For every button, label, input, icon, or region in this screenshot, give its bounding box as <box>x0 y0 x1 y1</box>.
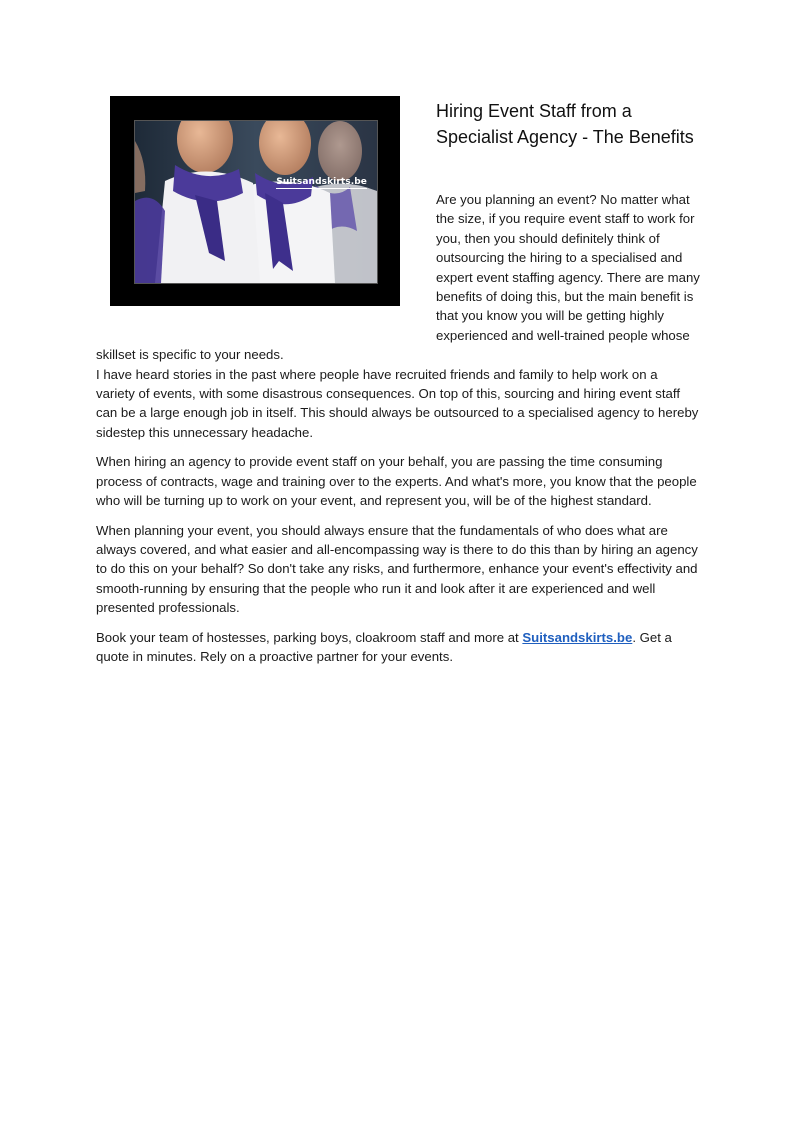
paragraph-2: I have heard stories in the past where people have recruited friends and family to help work on a variety of events, with some disastrous consequences. On top of this, sourcing and hiring event staff can be a large enough job in itself. This should always be outsourced to a specialised agency to hereby sidestep this unnecessary headache. <box>96 366 699 440</box>
paragraph-closing <box>96 628 700 667</box>
closing-text-before: Book your team of hostesses, parking boys, cloakroom staff and more at <box>96 629 523 645</box>
article-image-frame <box>110 96 400 306</box>
closing-text-after: . Get a quote in minutes. Rely on a proactive partner for your events. <box>96 629 672 664</box>
paragraph-intro: Are you planning an event? No matter what the size, if you require event staff to work for you, then you should definitely think of outsourcing the hiring to a specialised and expert event staffing agency. There are many benefits of doing this, but the main benefit is that you know you will be getting highly experienced and well-trained people whose skillset is specific to your needs. <box>96 192 700 363</box>
paragraph-4: When planning your event, you should always ensure that the fundamentals of who does what are always covered, and what easier and all-encompassing way is there to do this than by hiring an agency to do this on your behalf? So don't take any risks, and furthermore, enhance your event's effectivity and smooth-running by ensuring that the people who run it and look after it are experienced and well presented professionals. <box>96 522 698 616</box>
paragraph-3: When hiring an agency to provide event staff on your behalf, you are passing the time consuming process of contracts, wage and training over to the experts. And what's more, you know that the people who will be turning up to work on your event, and represent you, will be of the highest standard. <box>96 454 697 509</box>
suitsandskirts-link[interactable]: Suitsandskirts.be <box>522 629 633 645</box>
event-staff-photo <box>134 120 378 284</box>
watermark-text: Suitsandskirts.be <box>276 177 367 187</box>
hostesses-photo-illustration <box>135 121 377 283</box>
article-title: Hiring Event Staff from a Specialist Agency - The Benefits <box>436 101 694 147</box>
document-page <box>96 96 700 676</box>
